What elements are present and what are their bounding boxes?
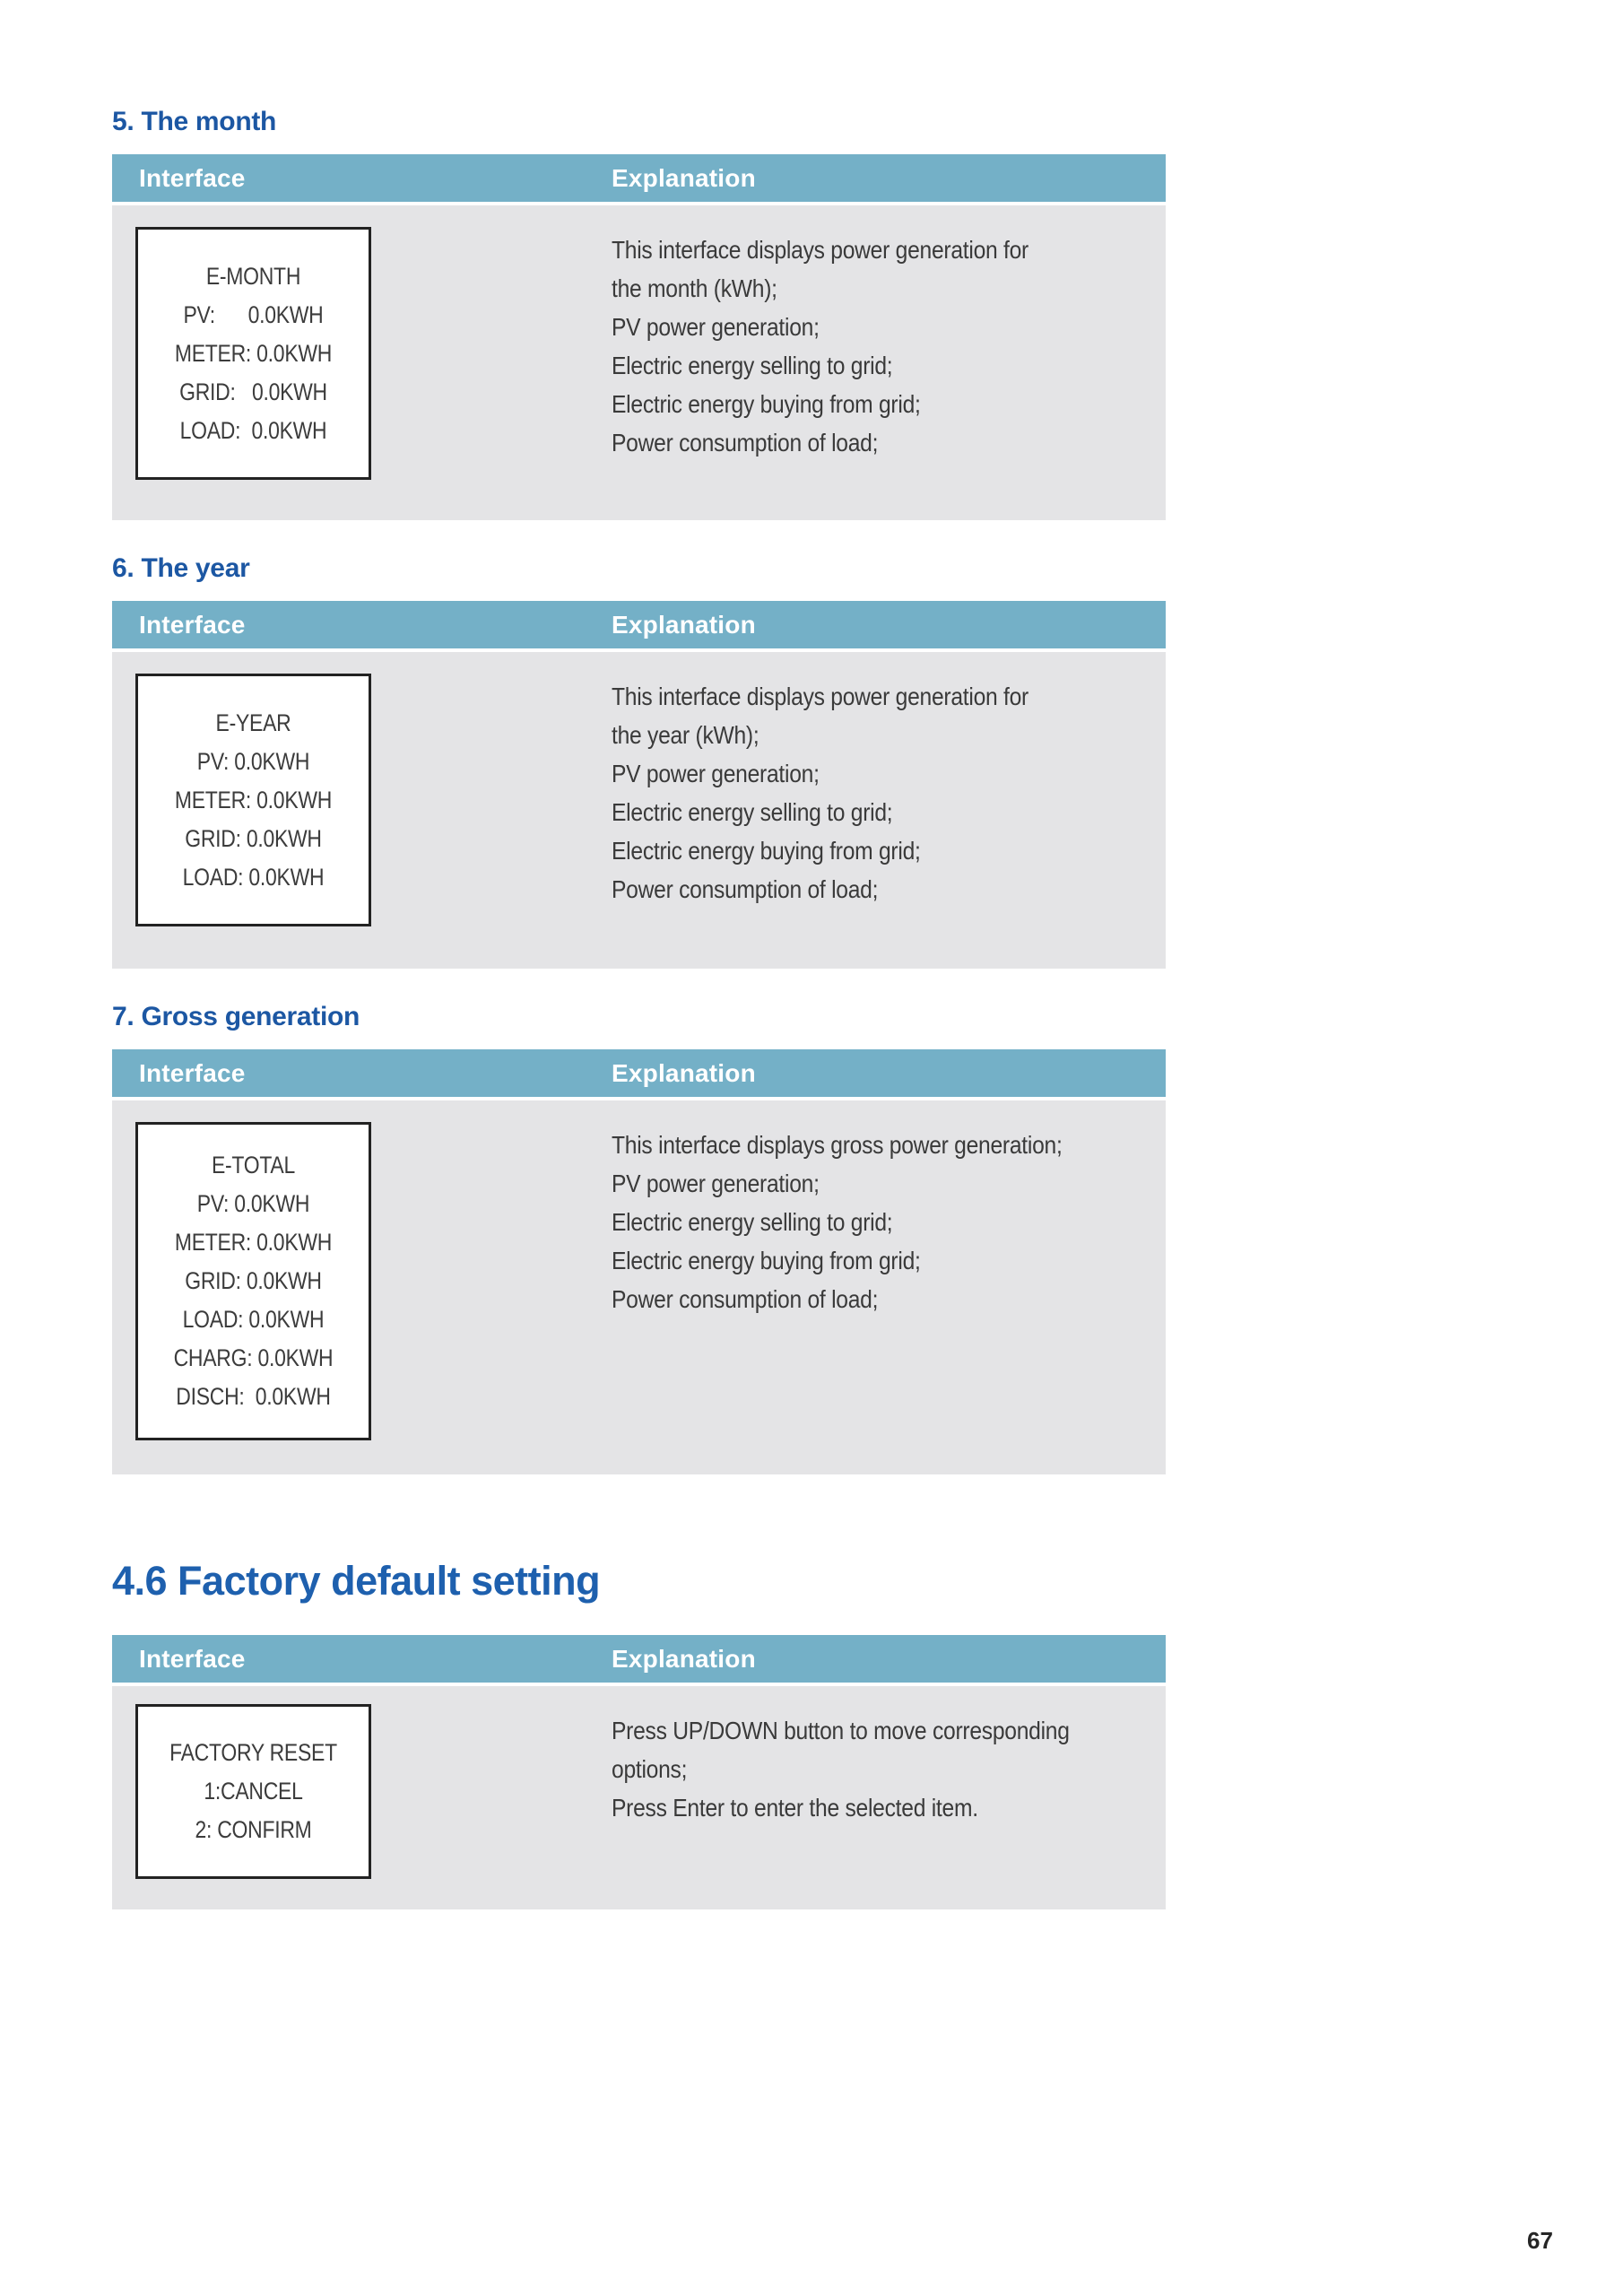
section-the-year <box>112 552 1166 969</box>
section-heading: 5. The month <box>112 107 277 136</box>
explanation-line: PV power generation; <box>612 1170 820 1197</box>
table-body-row <box>112 1686 1166 1909</box>
explanation-line: PV power generation; <box>612 313 820 341</box>
explanation-line: Power consumption of load; <box>612 875 879 903</box>
lcd-screen <box>135 1704 371 1879</box>
explanation-cell <box>585 652 1166 969</box>
explanation-line: Electric energy buying from grid; <box>612 1247 921 1274</box>
interface-explanation-table <box>112 154 1166 520</box>
column-header-interface: Interface <box>139 1644 246 1673</box>
explanation-line: the month (kWh); <box>612 274 777 302</box>
lcd-text-line: LOAD: 0.0KWH <box>179 416 327 444</box>
page-content <box>112 106 1166 1909</box>
section-heading-major: 4.6 Factory default setting <box>112 1558 601 1604</box>
interface-explanation-table <box>112 1635 1166 1909</box>
lcd-text-line: GRID: 0.0KWH <box>185 824 322 852</box>
lcd-text-line: E-YEAR <box>215 709 291 736</box>
explanation-line: options; <box>612 1755 688 1783</box>
lcd-text-line: PV: 0.0KWH <box>196 747 310 775</box>
explanation-line: Electric energy buying from grid; <box>612 837 921 865</box>
explanation-line: Electric energy selling to grid; <box>612 1208 893 1236</box>
lcd-text-line: E-TOTAL <box>211 1152 295 1178</box>
column-header-explanation: Explanation <box>612 610 756 639</box>
lcd-text-line: LOAD: 0.0KWH <box>182 1306 325 1333</box>
explanation-cell <box>585 205 1166 520</box>
lcd-text-line: GRID: 0.0KWH <box>179 378 327 405</box>
lcd-text-line: METER: 0.0KWH <box>174 786 333 813</box>
lcd-text-line: DISCH: 0.0KWH <box>176 1383 331 1410</box>
explanation-line: Electric energy buying from grid; <box>612 390 921 418</box>
explanation-line: Power consumption of load; <box>612 429 879 457</box>
explanation-line: Electric energy selling to grid; <box>612 352 893 379</box>
column-header-explanation: Explanation <box>612 1058 756 1087</box>
lcd-screen <box>135 227 371 480</box>
explanation-cell <box>585 1686 1167 1909</box>
interface-cell <box>112 1686 585 1909</box>
column-header-explanation: Explanation <box>612 163 756 192</box>
section-heading: 6. The year <box>112 553 250 583</box>
explanation-line: PV power generation; <box>612 760 820 787</box>
table-body-row <box>112 1100 1166 1474</box>
lcd-text-line: FACTORY RESET <box>169 1739 337 1766</box>
section-heading: 7. Gross generation <box>112 1002 360 1031</box>
interface-explanation-table <box>112 1049 1166 1474</box>
explanation-line: This interface displays power generation for <box>612 236 1029 264</box>
lcd-text-line: METER: 0.0KWH <box>174 339 333 367</box>
lcd-screen <box>135 674 371 926</box>
lcd-text-line: METER: 0.0KWH <box>174 1229 333 1256</box>
lcd-screen <box>135 1122 371 1440</box>
explanation-line: Press UP/DOWN button to move corresponding <box>612 1717 1070 1744</box>
interface-cell <box>112 1100 585 1474</box>
lcd-text-line: E-MONTH <box>205 262 301 290</box>
explanation-line: This interface displays gross power generation; <box>612 1131 1063 1159</box>
section-gross-generation <box>112 1001 1166 1474</box>
interface-explanation-table <box>112 601 1166 969</box>
explanation-line: Power consumption of load; <box>612 1285 879 1313</box>
table-body-row <box>112 652 1166 969</box>
table-body-row <box>112 205 1166 520</box>
lcd-text-line: GRID: 0.0KWH <box>185 1267 322 1294</box>
lcd-text-line: LOAD: 0.0KWH <box>182 863 325 891</box>
interface-cell <box>112 652 585 969</box>
section-the-month <box>112 106 1166 520</box>
column-header-interface: Interface <box>139 610 246 639</box>
table-header-row <box>112 1049 1166 1100</box>
explanation-line: This interface displays power generation for <box>612 683 1029 710</box>
lcd-text-line: PV: 0.0KWH <box>196 1190 310 1217</box>
section-factory-default-setting <box>112 1557 1166 1909</box>
table-header-row <box>112 154 1166 205</box>
column-header-explanation: Explanation <box>612 1644 756 1673</box>
lcd-text-line: PV: 0.0KWH <box>183 300 324 328</box>
lcd-text-line: 1:CANCEL <box>204 1778 303 1805</box>
explanation-line: the year (kWh); <box>612 721 759 749</box>
column-header-interface: Interface <box>139 1058 246 1087</box>
lcd-text-line: CHARG: 0.0KWH <box>173 1344 334 1371</box>
interface-cell <box>112 205 585 520</box>
column-header-interface: Interface <box>139 163 246 192</box>
lcd-text-line: 2: CONFIRM <box>195 1816 312 1843</box>
table-header-row <box>112 1635 1166 1686</box>
explanation-cell <box>585 1100 1166 1474</box>
page-number: 67 <box>1527 2227 1553 2254</box>
explanation-line: Press Enter to enter the selected item. <box>612 1794 978 1822</box>
explanation-line: Electric energy selling to grid; <box>612 798 893 826</box>
table-header-row <box>112 601 1166 652</box>
